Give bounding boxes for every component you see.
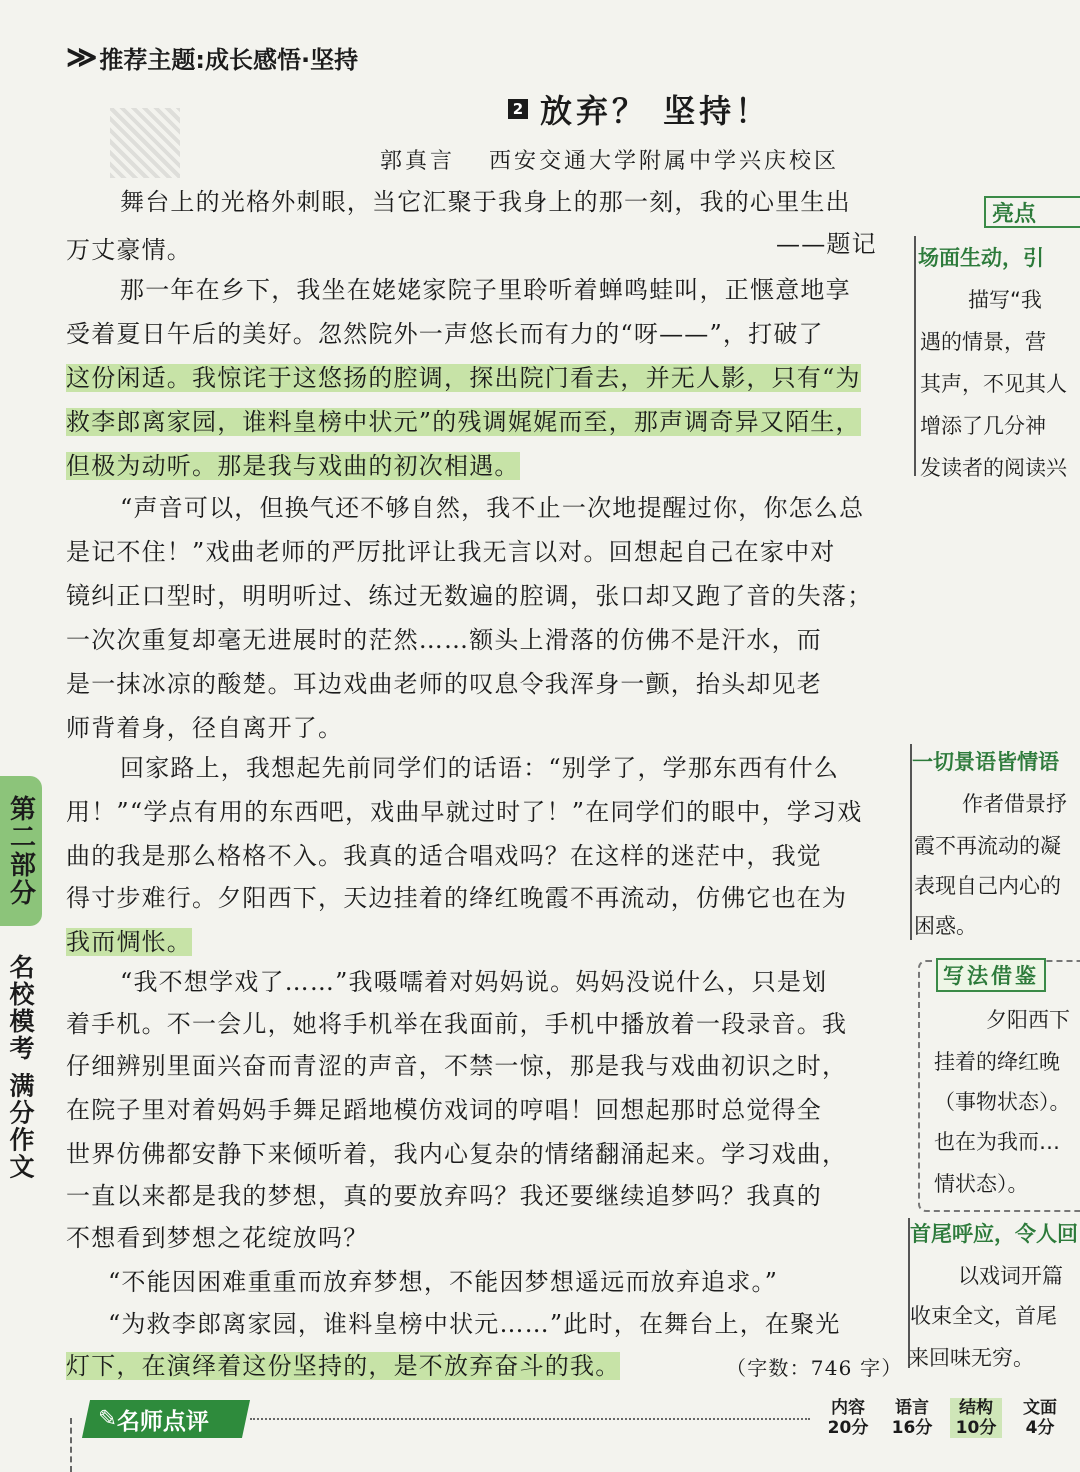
essay-line-highlighted: 灯下，在演绎着这份坚持的，是不放弃奋斗的我。: [66, 1352, 621, 1380]
dotted-divider: [250, 1418, 810, 1420]
note-line: 夕阳西下: [986, 1008, 1070, 1032]
book-title-text: 名校模考 满分作文: [6, 954, 35, 1181]
note-line: 挂着的绛红晚: [934, 1050, 1060, 1074]
teacher-comment-text: 名师点评: [117, 1408, 210, 1435]
essay-line: 受着夏日午后的美好。忽然院外一声悠长而有力的“呀——”，打破了: [66, 320, 824, 348]
essay-line: 不想看到梦想之花绽放吗？: [66, 1224, 369, 1252]
book-title-vertical: [2, 954, 290, 1185]
essay-line: 那一年在乡下，我坐在姥姥家院子里聆听着蝉鸣蛙叫，正惬意地享: [120, 276, 851, 304]
note-bracket: [914, 236, 916, 476]
note-line: 遇的情景，营: [920, 330, 1046, 354]
essay-line: 一次次重复却毫无进展时的茫然……额头上滑落的仿佛不是汗水，而: [66, 626, 822, 654]
pen-icon: ✎: [98, 1406, 118, 1432]
essay-line: 世界仿佛都安静下来倾听着，我内心复杂的情绪翻涌起来。学习戏曲，: [66, 1140, 848, 1168]
score-language: 语言 16分: [891, 1398, 933, 1438]
note-line: 表现自己内心的: [914, 874, 1061, 898]
note-heading: 一切景语皆情语: [912, 750, 1059, 774]
comment-box-border: [70, 1418, 72, 1472]
essay-line: 一直以来都是我的梦想，真的要放弃吗？我还要继续追梦吗？我真的: [66, 1182, 822, 1210]
highlight-badge: 亮点: [984, 196, 1080, 228]
essay-line: 用！”“学点有用的东西吧，戏曲早就过时了！”在同学们的眼中，学习戏: [66, 798, 863, 826]
note-line: 描写“我: [968, 288, 1042, 312]
double-arrow-icon: ≫: [66, 40, 90, 75]
essay-number-badge: 2: [508, 99, 528, 119]
topic-header: [66, 40, 358, 75]
author-line: [380, 144, 839, 175]
essay-line-highlighted: 但极为动听。那是我与戏曲的初次相遇。: [66, 452, 520, 480]
note-heading: 首尾呼应，令人回: [910, 1222, 1078, 1246]
score-presentation: 文面 4分: [1023, 1398, 1057, 1438]
section-label: 第二部分: [5, 795, 36, 907]
essay-line: 得寸步难行。夕阳西下，天边挂着的绛红晚霞不再流动，仿佛它也在为: [66, 884, 848, 912]
author-name: 郭真言: [380, 149, 456, 174]
note-line: 发读者的阅读兴: [920, 456, 1067, 480]
essay-line: 曲的我是那么格格不入。我真的适合唱戏吗？在这样的迷茫中，我觉: [66, 842, 822, 870]
note-heading: 场面生动，引: [918, 246, 1044, 270]
note-line: 以戏词开篇: [958, 1264, 1063, 1288]
word-count: （字数：746 字）: [726, 1356, 903, 1380]
essay-line: “声音可以，但换气还不够自然，我不止一次地提醒过你，你怎么总: [120, 494, 865, 522]
essay-line: 在院子里对着妈妈手舞足蹈地模仿戏词的哼唱！回想起那时总觉得全: [66, 1096, 822, 1124]
note-line: 收束全文，首尾: [910, 1304, 1057, 1328]
note-line: 作者借景抒: [962, 792, 1067, 816]
essay-line-highlighted: 救李郎离家园，谁料皇榜中状元”的残调娓娓而至，那声调奇异又陌生，: [66, 408, 861, 436]
section-tab: [0, 776, 42, 926]
note-line: 其声，不见其人: [920, 372, 1067, 396]
essay-title-text: 放弃？ 坚持！: [540, 92, 772, 130]
topic-label: 推荐主题:成长感悟·坚持: [99, 46, 359, 74]
essay-line: 舞台上的光格外刺眼，当它汇聚于我身上的那一刻，我的心里生出: [120, 188, 851, 216]
essay-line: “为救李郎离家园，谁料皇榜中状元……”此时，在舞台上，在聚光: [108, 1310, 841, 1338]
score-content: 内容 20分: [827, 1398, 869, 1438]
essay-line: 万丈豪情。: [66, 236, 192, 264]
writing-tip-tag: 写法借鉴: [936, 958, 1046, 992]
note-line: 霞不再流动的凝: [914, 834, 1061, 858]
author-school: 西安交通大学附属中学兴庆校区: [489, 149, 840, 174]
faded-qr-code: [110, 108, 180, 178]
essay-line: “不能因困难重重而放弃梦想，不能因梦想遥远而放弃追求。”: [108, 1268, 779, 1296]
essay-line: 是一抹冰凉的酸楚。耳边戏曲老师的叹息令我浑身一颤，抬头却见老: [66, 670, 822, 698]
note-line: 也在为我而…: [934, 1130, 1060, 1154]
essay-line: 回家路上，我想起先前同学们的话语：“别学了，学那东西有什么: [120, 754, 840, 782]
epigraph-attribution: ——题记: [776, 230, 877, 258]
essay-line: “我不想学戏了……”我嗫嚅着对妈妈说。妈妈没说什么，只是划: [120, 968, 828, 996]
essay-line: 着手机。不一会儿，她将手机举在我面前，手机中播放着一段录音。我: [66, 1010, 848, 1038]
score-structure: 结构 10分: [950, 1398, 1002, 1438]
essay-line: 镜纠正口型时，明明听过、练过无数遍的腔调，张口却又跑了音的失落；: [66, 582, 873, 610]
note-line: （事物状态）。: [934, 1090, 1071, 1114]
essay-title: [508, 86, 771, 132]
essay-line: 师背着身，径自离开了。: [66, 714, 344, 742]
note-line: 来回味无穷。: [908, 1346, 1034, 1370]
note-line: 困惑。: [914, 914, 977, 938]
note-line: 情状态）。: [934, 1172, 1029, 1196]
essay-line-highlighted: 这份闲适。我惊诧于这悠扬的腔调，探出院门看去，并无人影，只有“为: [66, 364, 861, 392]
essay-line-highlighted: 我而惆怅。: [66, 928, 192, 956]
note-line: 增添了几分神: [920, 414, 1046, 438]
essay-line: 是记不住！”戏曲老师的严厉批评让我无言以对。回想起自己在家中对: [66, 538, 836, 566]
teacher-comment-label: [82, 1400, 250, 1438]
essay-line: 仔细辨别里面兴奋而青涩的声音，不禁一惊，那是我与戏曲初识之时，: [66, 1052, 848, 1080]
score-table: [822, 1398, 1066, 1438]
